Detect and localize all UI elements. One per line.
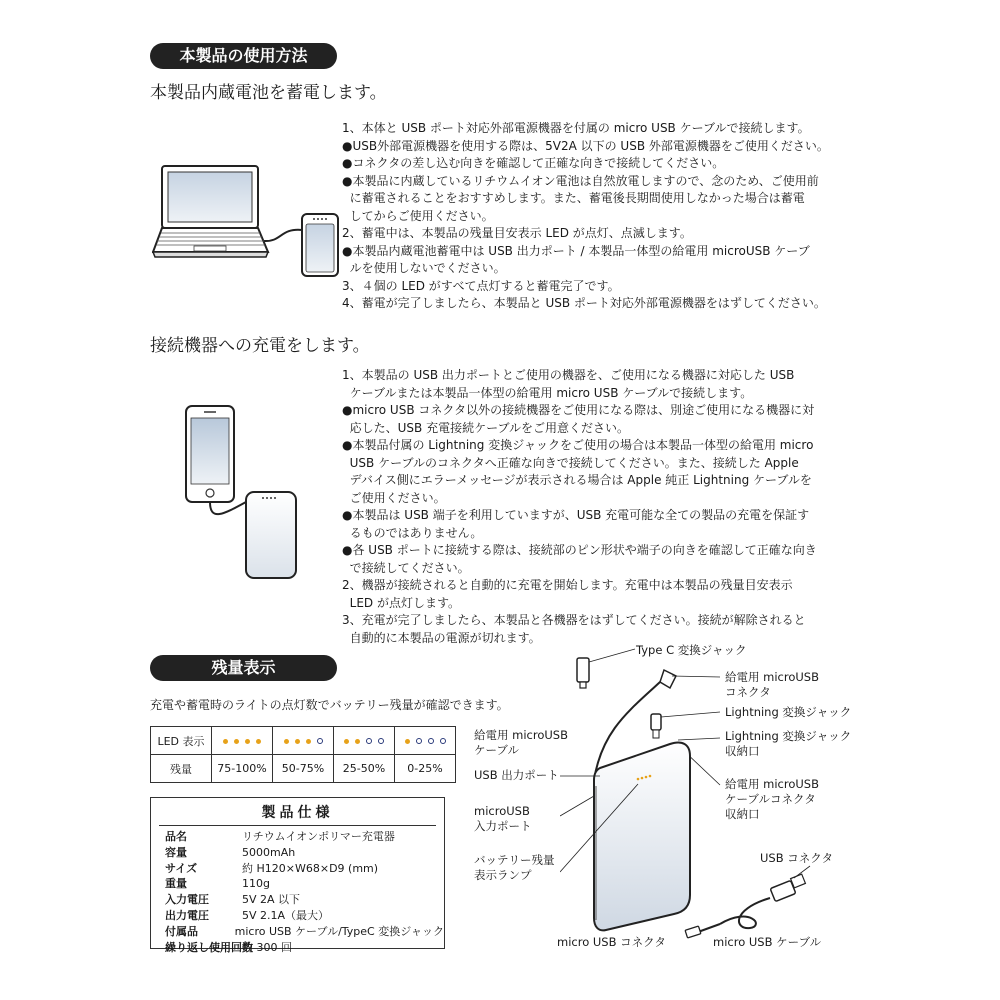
spec-key: 容量 <box>165 845 187 859</box>
instruction-line: 4、蓄電が完了しましたら、本製品と USB ポート対応外部電源機器をはずしてください。 <box>342 296 826 310</box>
level-range: 25-50% <box>334 755 395 783</box>
caption-line: microUSB <box>474 804 530 818</box>
level-range: 75-100% <box>212 755 273 783</box>
caption-line: 給電用 microUSB <box>725 777 819 791</box>
instruction-line: ●micro USB コネクタ以外の接続機器をご使用になる際は、別途ご使用になる機器に対 <box>342 403 815 417</box>
spec-rows <box>151 829 444 955</box>
spec-value: 5V 2A 以下 <box>242 893 301 907</box>
spec-value: 5V 2.1A（最大） <box>242 908 330 922</box>
led-dots-cell <box>273 727 334 755</box>
led-dots-cell <box>395 727 456 755</box>
caption-line: Lightning 変換ジャック <box>725 729 852 743</box>
led-lit-icon <box>256 739 261 744</box>
charge-internal-heading: 本製品内蔵電池を蓄電します。 <box>150 83 387 103</box>
usage-section-pill: 本製品の使用方法 <box>150 43 337 69</box>
caption-line: 入力ポート <box>474 819 532 833</box>
instruction-line: ●本製品は USB 端子を利用していますが、USB 充電可能な全ての製品の充電を保証す <box>342 508 810 522</box>
instruction-line: ●コネクタの差し込む向きを確認して正確な向きで接続してください。 <box>342 156 725 170</box>
spec-key: 付属品 <box>165 924 198 938</box>
level-row-label: 残量 <box>151 755 212 783</box>
instruction-line: ルを使用しないでください。 <box>342 261 506 275</box>
section2-instructions <box>342 367 817 647</box>
instruction-line: ケーブルまたは本製品一体型の給電用 micro USB ケーブルで接続します。 <box>342 385 753 400</box>
led-lit-icon <box>295 739 300 744</box>
led-unlit-icon <box>428 738 434 744</box>
led-dots-cell <box>334 727 395 755</box>
spec-key: 出力電圧 <box>165 908 209 922</box>
instruction-line: で接続してください。 <box>342 560 470 575</box>
caption-line: ケーブルコネクタ <box>725 792 816 806</box>
spec-divider <box>159 825 436 826</box>
charge-device-heading: 接続機器への充電をします。 <box>150 336 370 356</box>
led-lit-icon <box>223 739 228 744</box>
spec-row <box>151 845 444 861</box>
instruction-line: してからご使用ください。 <box>342 208 494 223</box>
level-row <box>151 755 456 783</box>
led-lit-icon <box>284 739 289 744</box>
led-unlit-icon <box>366 738 372 744</box>
spec-value: 約 H120×W68×D9 (mm) <box>242 861 379 875</box>
spec-title: 製品仕様 <box>261 805 334 821</box>
spec-value: 5000mAh <box>242 845 296 859</box>
instruction-line: デバイス側にエラーメッセージが表示される場合は Apple 純正 Lightning ケーブルを <box>342 473 812 487</box>
instruction-line: 2、蓄電中は、本製品の残量目安表示 LED が点灯、点滅します。 <box>342 226 692 240</box>
instruction-line: 応した、USB 充電接続ケーブルをご用意ください。 <box>342 420 629 435</box>
spec-key: 入力電圧 <box>165 893 209 907</box>
instruction-line: 3、４個の LED がすべて点灯すると蓄電完了です。 <box>342 278 620 293</box>
battery-level-pill: 残量表示 <box>150 655 337 681</box>
spec-row <box>151 924 444 940</box>
caption-line: 収納口 <box>725 807 760 821</box>
lightning-jack-label: Lightning 変換ジャック <box>725 705 852 719</box>
spec-row <box>151 892 444 908</box>
spec-row <box>151 940 444 956</box>
spec-row <box>151 861 444 877</box>
instruction-line: USB ケーブルのコネクタへ正確な向きで接続してください。また、接続した Apple <box>342 455 799 470</box>
spec-key: 品名 <box>165 830 187 843</box>
led-lit-icon <box>306 739 311 744</box>
battery-lamp-label <box>474 853 555 883</box>
caption-line: コネクタ <box>725 685 771 699</box>
feed-connector-label <box>725 670 819 700</box>
typec-jack-label: Type C 変換ジャック <box>636 643 747 657</box>
instruction-line: ●各 USB ポートに接続する際は、接続部のピン形状や端子の向きを確認して正確な向き <box>342 543 817 557</box>
instruction-line: るものではありません。 <box>342 525 483 540</box>
led-row-label: LED 表示 <box>151 727 212 755</box>
instruction-line: に蓄電されることをおすすめします。また、蓄電後長期間使用しなかった場合は蓄電 <box>342 191 805 205</box>
spec-box <box>150 797 445 954</box>
led-unlit-icon <box>317 738 323 744</box>
instruction-line: 1、本体と USB ポート対応外部電源機器を付属の micro USB ケーブルで接続します。 <box>342 121 810 135</box>
instruction-line: 2、機器が接続されると自動的に充電を開始します。充電中は本製品の残量目安表示 <box>342 578 793 592</box>
instruction-line: 3、充電が完了しましたら、本製品と各機器をはずしてください。接続が解除されると <box>342 613 806 627</box>
micro-usb-connector-label: micro USB コネクタ <box>557 935 666 949</box>
led-unlit-icon <box>440 738 446 744</box>
spec-row <box>151 908 444 924</box>
phone-powerbank-illustration <box>184 404 302 582</box>
spec-value: micro USB ケーブル/TypeC 変換ジャック <box>234 924 444 938</box>
spec-key: 繰り返し使用回数 <box>165 940 253 954</box>
feed-connector-storage-label <box>725 777 819 822</box>
spec-key: 重量 <box>165 877 187 891</box>
led-lit-icon <box>355 739 360 744</box>
led-unlit-icon <box>416 738 422 744</box>
led-unlit-icon <box>378 738 384 744</box>
spec-value: 110g <box>242 877 270 891</box>
instruction-line: ●USB外部電源機器を使用する際は、5V2A 以下の USB 外部電源機器をご使用ください。 <box>342 138 829 153</box>
usb-connector-label: USB コネクタ <box>760 851 834 865</box>
led-lit-icon <box>245 739 250 744</box>
instruction-line: LED が点灯します。 <box>342 595 460 610</box>
usb-out-port-label: USB 出力ポート <box>474 768 559 782</box>
section1-instructions <box>342 120 829 313</box>
spec-row <box>151 829 444 845</box>
instruction-line: ご使用ください。 <box>342 490 446 505</box>
instruction-line: 自動的に本製品の電源が切れます。 <box>342 630 541 645</box>
caption-line: 表示ランプ <box>474 868 532 882</box>
led-dots-cell <box>212 727 273 755</box>
caption-line: 給電用 microUSB <box>474 728 568 742</box>
instruction-line: ●本製品に内蔵しているリチウムイオン電池は自然放電しますので、念のため、ご使用前 <box>342 173 819 188</box>
level-range: 0-25% <box>395 755 456 783</box>
led-lit-icon <box>405 739 410 744</box>
led-lit-icon <box>344 739 349 744</box>
led-row <box>151 727 456 755</box>
spec-value: リチウムイオンポリマー充電器 <box>242 830 395 843</box>
caption-line: ケーブル <box>474 743 519 757</box>
battery-level-description: 充電や蓄電時のライトの点灯数でバッテリー残量が確認できます。 <box>150 698 509 712</box>
spec-row <box>151 876 444 892</box>
micro-input-port-label <box>474 804 532 834</box>
laptop-phone-illustration <box>152 162 344 282</box>
led-level-table <box>150 726 456 783</box>
caption-line: 給電用 microUSB <box>725 670 819 684</box>
instruction-line: 1、本製品の USB 出力ポートとご使用の機器を、ご使用になる機器に対応した USB <box>342 368 795 382</box>
caption-line: バッテリー残量 <box>474 853 555 867</box>
feed-cable-label <box>474 728 568 758</box>
instruction-line: ●本製品内蔵電池蓄電中は USB 出力ポート / 本製品一体型の給電用 microUSB ケーブ <box>342 243 810 258</box>
led-lit-icon <box>234 739 239 744</box>
spec-value: 約 300 回 <box>242 940 292 954</box>
spec-key: サイズ <box>165 861 198 875</box>
instruction-line: ●本製品付属の Lightning 変換ジャックをご使用の場合は本製品一体型の給電用 micro <box>342 438 814 452</box>
micro-usb-cable-label: micro USB ケーブル <box>713 935 822 949</box>
level-range: 50-75% <box>273 755 334 783</box>
caption-line: 収納口 <box>725 744 760 758</box>
lightning-storage-label <box>725 729 851 759</box>
